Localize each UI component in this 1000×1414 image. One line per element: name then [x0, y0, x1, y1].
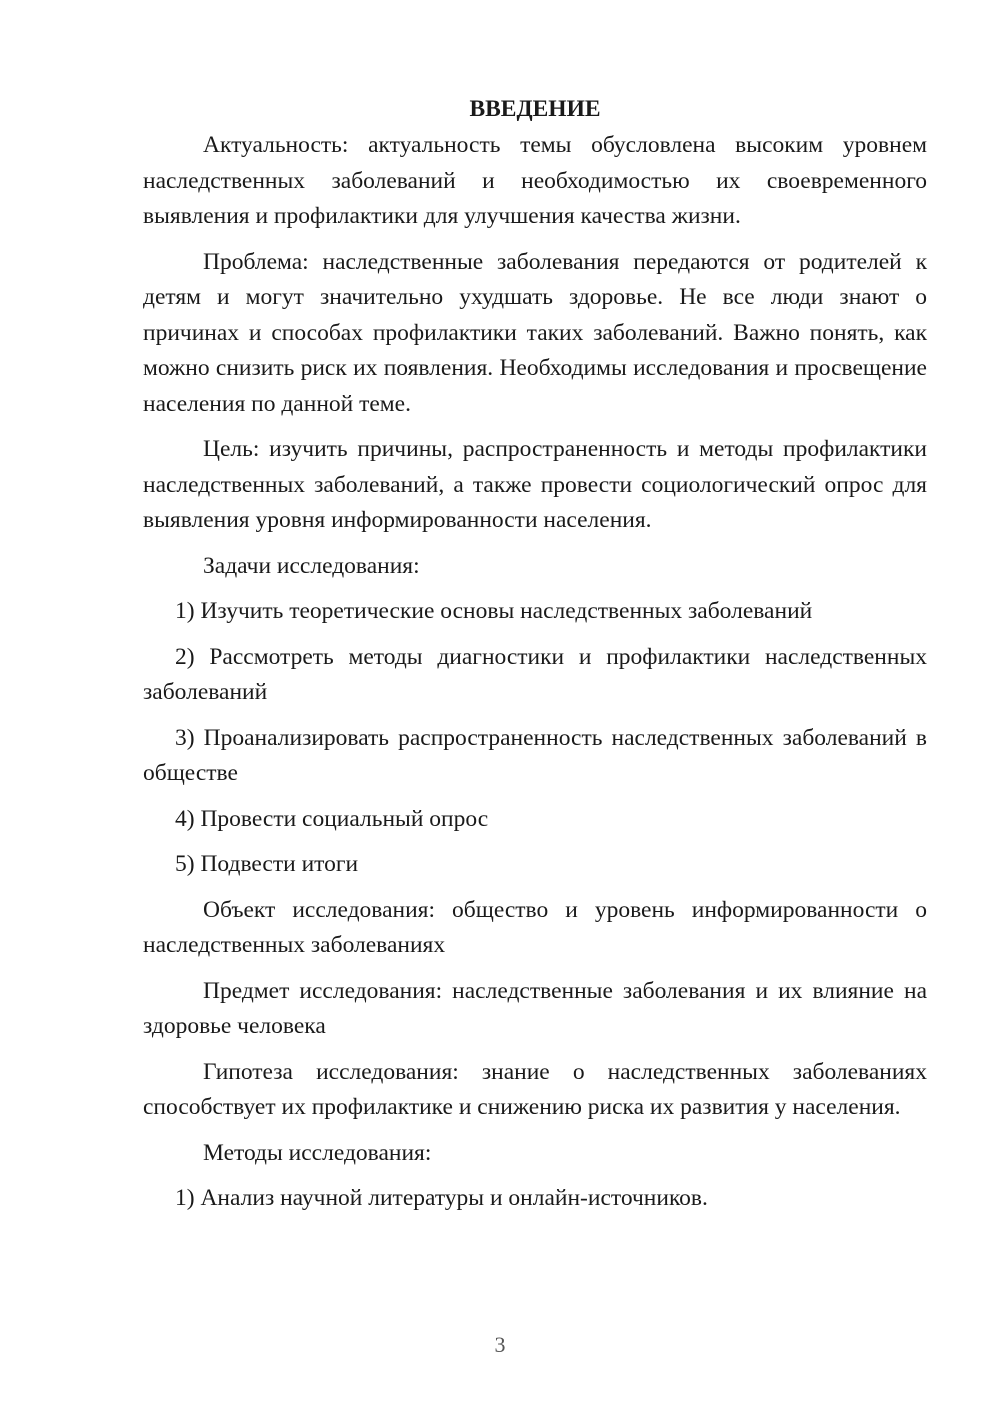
task-item-2: 2) Рассмотреть методы диагностики и профилактики наследственных заболеваний — [143, 643, 927, 705]
paragraph-object: Объект исследования: общество и уровень информированности о наследственных заболеваниях — [143, 896, 927, 958]
task-item-3: 3) Проанализировать распространенность наследственных заболеваний в обществе — [143, 724, 927, 786]
paragraph-hypothesis: Гипотеза исследования: знание о наследственных заболеваниях способствует их профилактике и снижению риска их развития у населения. — [143, 1058, 927, 1120]
page-number: 3 — [494, 1332, 506, 1357]
methods-heading: Методы исследования: — [203, 1139, 432, 1166]
paragraph-problem: Проблема: наследственные заболевания передаются от родителей к детям и могут значительно ухудшать здоровье. Не все люди знают о причинах и способах профилактики таких заболеваний. Важно понять, как можно снизить риск их появления. Необходимы исследования и просвещение населения по данной теме. — [143, 248, 927, 417]
paragraph-subject: Предмет исследования: наследственные заболевания и их влияние на здоровье человека — [143, 977, 927, 1039]
tasks-heading: Задачи исследования: — [203, 552, 420, 579]
page-content — [143, 92, 927, 1227]
method-item-1: 1) Анализ научной литературы и онлайн-источников. — [175, 1185, 708, 1211]
paragraph-relevance: Актуальность: актуальность темы обусловлена высоким уровнем наследственных заболеваний и необходимостью их своевременного выявления и профилактики для улучшения качества жизни. — [143, 132, 927, 229]
paragraph-goal: Цель: изучить причины, распространенность и методы профилактики наследственных заболеваний, а также провести социологический опрос для выявления уровня информированности населения. — [143, 436, 927, 533]
task-item-4: 4) Провести социальный опрос — [175, 805, 489, 832]
task-item-1: 1) Изучить теоретические основы наследственных заболеваний — [175, 598, 813, 624]
task-item-5: 5) Подвести итоги — [175, 851, 359, 877]
section-title: ВВЕДЕНИЕ — [469, 96, 601, 122]
